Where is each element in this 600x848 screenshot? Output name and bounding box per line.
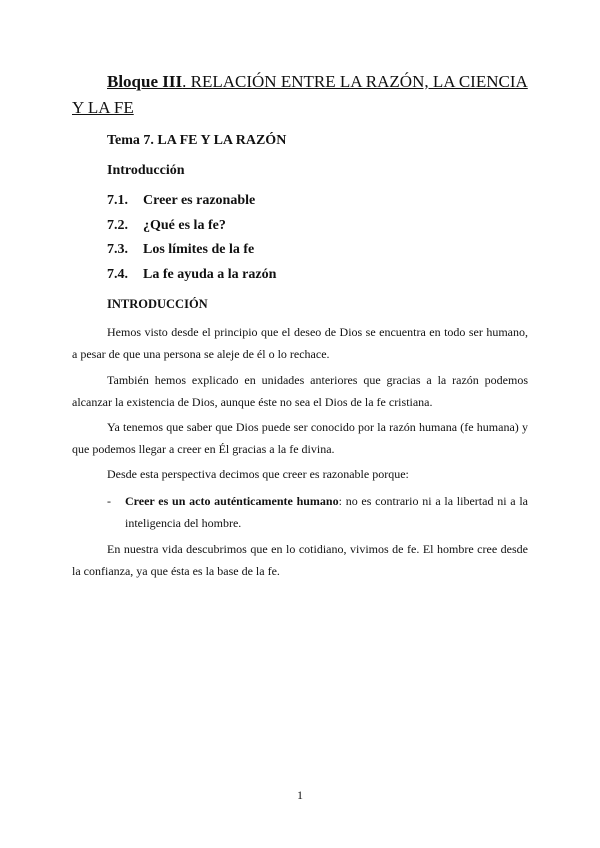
toc-item-label: La fe ayuda a la razón — [143, 266, 277, 282]
intro-heading: Introducción — [107, 163, 185, 178]
tema-title: Tema 7. LA FE Y LA RAZÓN — [107, 133, 287, 148]
paragraph: Desde esta perspectiva decimos que creer es razonable porque: — [107, 467, 409, 481]
bullet-dash: - — [107, 494, 111, 508]
toc-item-number: 7.1. — [107, 193, 128, 208]
toc-item-label: Los límites de la fe — [143, 242, 255, 257]
toc-item — [107, 267, 407, 292]
paragraph: Hemos visto desde el principio que el deseo de Dios se encuentra en todo ser humano, a pesar de que una persona se aleje de él o lo rechace. — [72, 325, 528, 361]
block-title-bold: Bloque III — [107, 72, 183, 91]
closing-paragraph: En nuestra vida descubrimos que en lo cotidiano, vivimos de fe. El hombre cree desde la confianza, ya que ésta es la base de la fe. — [72, 542, 528, 578]
bullet-bold-text: Creer es un acto auténticamente humano — [125, 494, 339, 508]
section-heading: INTRODUCCIÓN — [107, 297, 208, 311]
block-title — [72, 69, 532, 121]
block-title-rest: . RELACIÓN ENTRE LA RAZÓN, LA CIENCIA Y LA FE — [72, 72, 528, 117]
page-number: 1 — [297, 788, 303, 802]
toc-item — [107, 193, 407, 218]
bullet-item — [107, 490, 528, 534]
paragraph: También hemos explicado en unidades anteriores que gracias a la razón podemos alcanzar la existencia de Dios, aunque éste no sea el Dios de la fe cristiana. — [72, 373, 528, 409]
toc-item-number: 7.2. — [107, 217, 128, 233]
toc-item — [107, 242, 407, 267]
toc-item-label: Creer es razonable — [143, 193, 256, 208]
toc-item-number: 7.3. — [107, 242, 128, 257]
toc-item-number: 7.4. — [107, 266, 128, 282]
table-of-contents — [107, 193, 407, 291]
toc-item — [107, 218, 407, 243]
toc-item-label: ¿Qué es la fe? — [143, 217, 226, 233]
bullet-text — [125, 490, 528, 534]
bullet-rest-text: : no es contrario ni a la libertad ni a la inteligencia del hombre. — [125, 494, 529, 530]
paragraph: Ya tenemos que saber que Dios puede ser conocido por la razón humana (fe humana) y que podemos llegar a creer en Él gracias a la fe divina. — [72, 420, 528, 456]
